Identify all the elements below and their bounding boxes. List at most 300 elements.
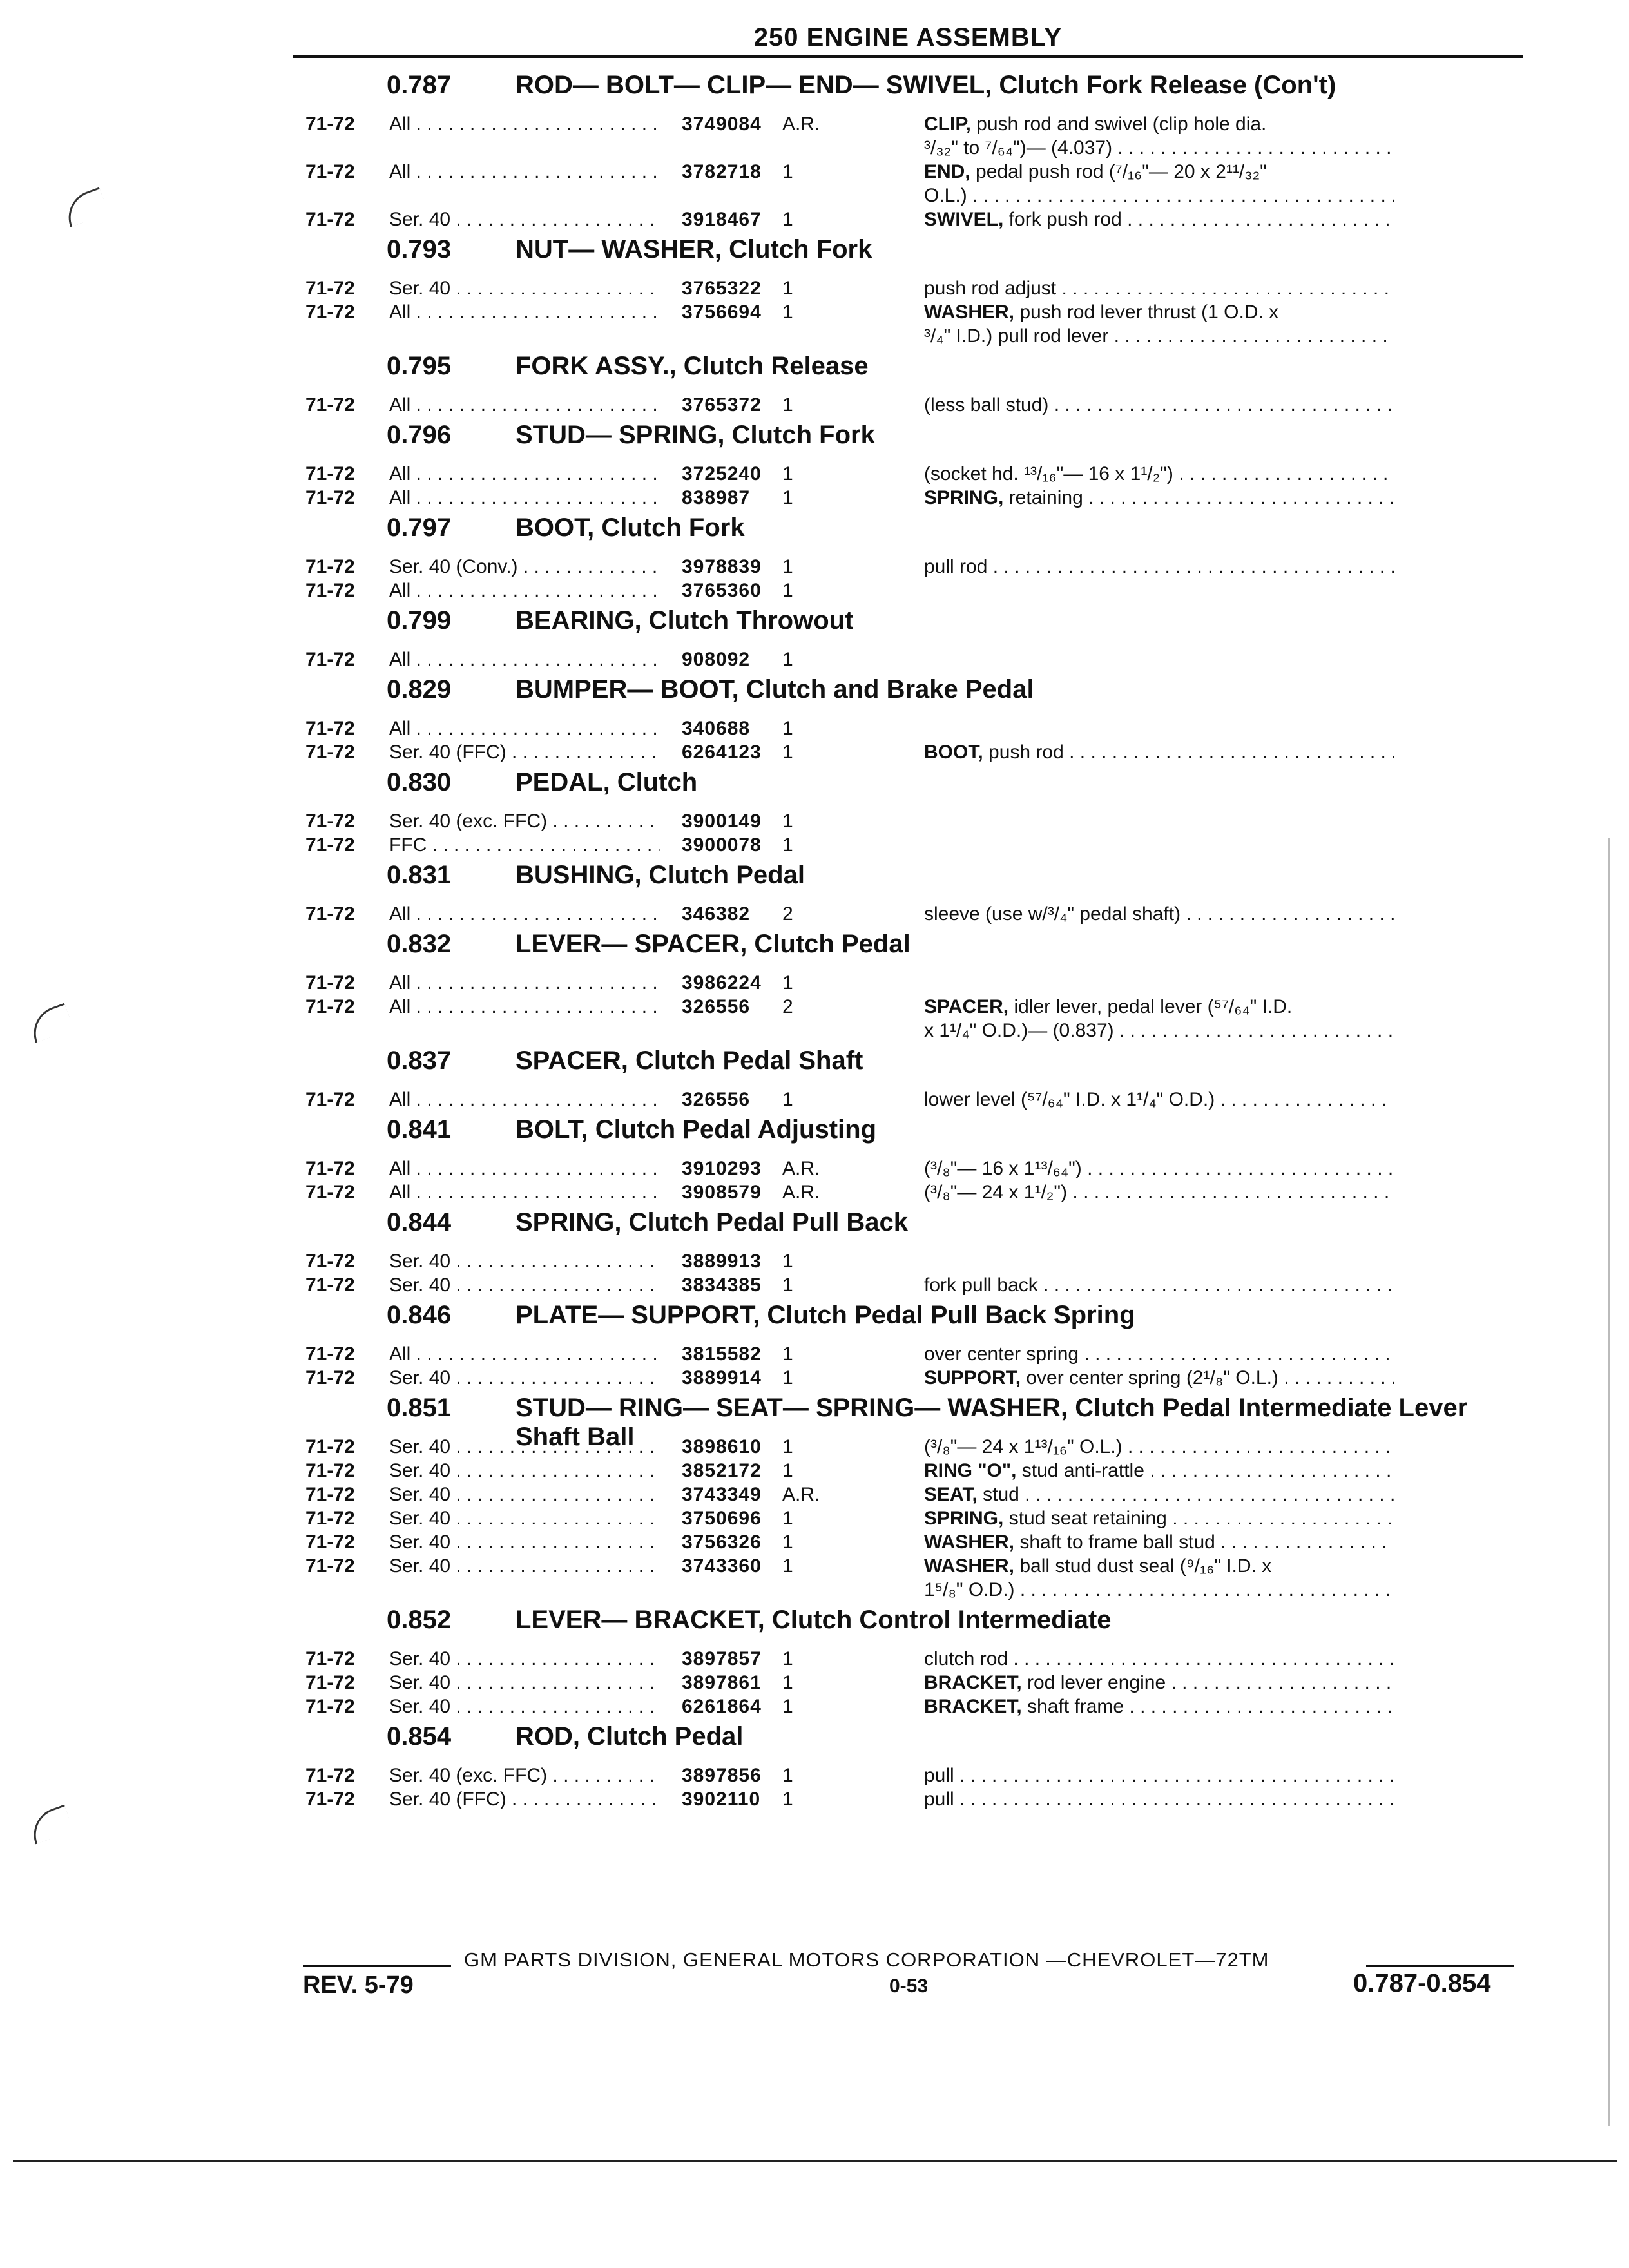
part-number: 3986224 [682, 972, 762, 994]
part-description [924, 555, 1394, 579]
group-title: PEDAL, Clutch [516, 768, 698, 796]
description-line [924, 1695, 1394, 1718]
quantity: 1 [782, 1274, 793, 1296]
quantity: 2 [782, 996, 793, 1017]
part-number: 3897861 [682, 1672, 762, 1693]
part-number: 326556 [682, 996, 751, 1017]
description-line [924, 1671, 1394, 1695]
group-title: BOOT, Clutch Fork [516, 514, 745, 542]
description-text: over center spring (2¹/₈" O.L.) [1021, 1367, 1278, 1389]
model-applicability: All . . . [389, 1342, 660, 1366]
part-row [296, 809, 1521, 833]
group-heading [296, 1301, 1521, 1342]
description-continuation: O.L.) . . . [924, 184, 1394, 207]
description-line [924, 1483, 1394, 1506]
quantity: 1 [782, 487, 793, 508]
group-number: 0.829 [387, 675, 452, 704]
quantity: 1 [782, 209, 793, 230]
part-row [296, 902, 1521, 926]
quantity: 1 [782, 278, 793, 299]
description-line [924, 207, 1394, 231]
model-applicability: Ser. 40 . . . [389, 1249, 660, 1273]
quantity: 1 [782, 1696, 793, 1717]
quantity: 1 [782, 556, 793, 577]
group-title: NUT— WASHER, Clutch Fork [516, 235, 872, 264]
description-text: ball stud dust seal (⁹/₁₆" I.D. x [1014, 1555, 1272, 1577]
part-number: 340688 [682, 718, 751, 739]
part-description [924, 1787, 1394, 1811]
part-row [296, 1088, 1521, 1111]
group-heading [296, 768, 1521, 809]
model-year: 71-72 [305, 1343, 355, 1365]
part-number: 3898610 [682, 1436, 762, 1457]
footer-corporation: GM PARTS DIVISION, GENERAL MOTORS CORPORATION —CHEVROLET—72TM [464, 1948, 1269, 1971]
quantity: A.R. [782, 1158, 820, 1179]
group-heading [296, 606, 1521, 648]
group-heading [296, 421, 1521, 462]
quantity: 1 [782, 972, 793, 994]
quantity: 1 [782, 649, 793, 670]
model-applicability: Ser. 40 (exc. FFC) . . . [389, 1763, 660, 1787]
description-keyword: SEAT, [924, 1484, 978, 1505]
quantity: A.R. [782, 113, 820, 135]
part-number: 3725240 [682, 463, 762, 485]
description-continuation: x 1¹/₄" O.D.)— (0.837) . . . [924, 1019, 1394, 1043]
part-number: 3743360 [682, 1555, 762, 1577]
part-row [296, 207, 1521, 231]
description-line [924, 300, 1394, 324]
part-description [924, 1647, 1394, 1671]
part-description [924, 1342, 1394, 1366]
model-applicability: Ser. 40 . . . [389, 1695, 660, 1718]
description-line [924, 1530, 1394, 1554]
group-title: STUD— RING— SEAT— SPRING— WASHER, Clutch Pedal Intermediate Lever Shaft Ball [516, 1394, 1468, 1451]
model-applicability: FFC . . . [389, 833, 660, 857]
model-year: 71-72 [305, 1274, 355, 1296]
model-year: 71-72 [305, 1672, 355, 1693]
part-description [924, 1366, 1394, 1390]
group-number: 0.851 [387, 1394, 452, 1422]
description-text: pull rod [924, 556, 988, 577]
group-title: FORK ASSY., Clutch Release [516, 352, 869, 380]
part-row [296, 1273, 1521, 1297]
part-row [296, 579, 1521, 602]
description-keyword: END, [924, 161, 970, 182]
group-number: 0.832 [387, 930, 452, 958]
group-heading [296, 675, 1521, 716]
group-number: 0.844 [387, 1208, 452, 1236]
model-applicability: All . . . [389, 393, 660, 417]
part-row [296, 1787, 1521, 1811]
description-text: over center spring [924, 1343, 1079, 1365]
group-title: LEVER— BRACKET, Clutch Control Intermediate [516, 1606, 1112, 1634]
quantity: 1 [782, 580, 793, 601]
model-year: 71-72 [305, 1508, 355, 1529]
model-year: 71-72 [305, 996, 355, 1017]
revision-label: REV. 5-79 [303, 1972, 414, 1999]
quantity: A.R. [782, 1182, 820, 1203]
part-row [296, 1435, 1521, 1459]
description-line [924, 1763, 1394, 1787]
description-line [924, 276, 1394, 300]
group-title: SPRING, Clutch Pedal Pull Back [516, 1208, 909, 1236]
part-description [924, 1763, 1394, 1787]
model-year: 71-72 [305, 1765, 355, 1786]
part-description [924, 160, 1394, 207]
group-heading [296, 930, 1521, 971]
page-number: 0-53 [889, 1975, 929, 1997]
group-number: 0.797 [387, 514, 452, 542]
part-group [296, 1046, 1521, 1111]
part-row [296, 112, 1521, 160]
part-row [296, 1459, 1521, 1483]
description-text: (³/₈"— 24 x 1¹/₂") [924, 1182, 1068, 1203]
model-applicability: Ser. 40 . . . [389, 1273, 660, 1297]
group-heading [296, 71, 1521, 112]
model-applicability: Ser. 40 (FFC) . . . [389, 1787, 660, 1811]
part-row [296, 486, 1521, 510]
part-number: 3834385 [682, 1274, 762, 1296]
part-description [924, 902, 1394, 926]
group-number: 0.799 [387, 606, 452, 635]
quantity: 1 [782, 811, 793, 832]
model-year: 71-72 [305, 1089, 355, 1110]
description-text: pull [924, 1765, 954, 1786]
model-applicability: Ser. 40 (FFC) . . . [389, 740, 660, 764]
part-number: 3765360 [682, 580, 762, 601]
group-range: 0.787-0.854 [1353, 1969, 1491, 1997]
model-applicability: Ser. 40 . . . [389, 1530, 660, 1554]
description-continuation: 1⁵/₈" O.D.) . . . [924, 1578, 1394, 1602]
part-number: 3897856 [682, 1765, 762, 1786]
description-text: sleeve (use w/³/₄" pedal shaft) [924, 903, 1181, 925]
quantity: 1 [782, 1367, 793, 1389]
description-continuation: ³/₄" I.D.) pull rod lever . . . [924, 324, 1394, 348]
description-text: push rod lever thrust (1 O.D. x [1014, 302, 1279, 323]
group-number: 0.796 [387, 421, 452, 449]
group-title: BUMPER— BOOT, Clutch and Brake Pedal [516, 675, 1034, 704]
group-title: LEVER— SPACER, Clutch Pedal [516, 930, 911, 958]
description-keyword: SPRING, [924, 1508, 1004, 1529]
quantity: 1 [782, 1672, 793, 1693]
group-heading [296, 1722, 1521, 1763]
part-number: 3756326 [682, 1532, 762, 1553]
part-description [924, 1506, 1394, 1530]
description-text: clutch rod [924, 1648, 1008, 1669]
part-number: 3782718 [682, 161, 762, 182]
group-number: 0.831 [387, 861, 452, 889]
model-applicability: Ser. 40 . . . [389, 1647, 660, 1671]
part-group [296, 606, 1521, 671]
part-number: 3749084 [682, 113, 762, 135]
model-year: 71-72 [305, 649, 355, 670]
model-applicability: Ser. 40 . . . [389, 1554, 660, 1578]
model-applicability: All . . . [389, 995, 660, 1019]
part-description [924, 995, 1394, 1043]
description-line [924, 393, 1394, 417]
part-row [296, 1157, 1521, 1180]
part-description [924, 393, 1394, 417]
part-description [924, 112, 1394, 160]
model-applicability: Ser. 40 . . . [389, 1366, 660, 1390]
description-line [924, 555, 1394, 579]
description-keyword: SWIVEL, [924, 209, 1004, 230]
part-description [924, 1180, 1394, 1204]
group-title: BEARING, Clutch Throwout [516, 606, 854, 635]
description-keyword: WASHER, [924, 302, 1015, 323]
part-number: 6264123 [682, 742, 762, 763]
part-row [296, 276, 1521, 300]
model-year: 71-72 [305, 1648, 355, 1669]
group-heading [296, 514, 1521, 555]
group-heading [296, 1046, 1521, 1088]
part-description [924, 1554, 1394, 1602]
part-number: 3765322 [682, 278, 762, 299]
part-group [296, 514, 1521, 602]
model-applicability: All . . . [389, 160, 660, 184]
part-number: 838987 [682, 487, 751, 508]
part-row [296, 1342, 1521, 1366]
model-year: 71-72 [305, 1696, 355, 1717]
model-applicability: All . . . [389, 902, 660, 926]
quantity: 1 [782, 1343, 793, 1365]
group-title: SPACER, Clutch Pedal Shaft [516, 1046, 863, 1075]
page-title: 250 ENGINE ASSEMBLY [753, 23, 1063, 52]
part-number: 3852172 [682, 1460, 762, 1481]
description-line [924, 1273, 1394, 1297]
part-group [296, 1115, 1521, 1204]
description-line [924, 462, 1394, 486]
quantity: 1 [782, 463, 793, 485]
footer-bar [303, 1948, 1514, 1974]
description-text: fork push rod [1003, 209, 1122, 230]
part-row [296, 1554, 1521, 1602]
part-group [296, 1606, 1521, 1718]
group-heading [296, 861, 1521, 902]
part-description [924, 1157, 1394, 1180]
model-applicability: All . . . [389, 486, 660, 510]
description-text: idler lever, pedal lever (⁵⁷/₆₄" I.D. [1008, 996, 1293, 1017]
model-year: 71-72 [305, 972, 355, 994]
part-description [924, 1483, 1394, 1506]
model-year: 71-72 [305, 1484, 355, 1505]
group-number: 0.837 [387, 1046, 452, 1075]
group-title: PLATE— SUPPORT, Clutch Pedal Pull Back Spring [516, 1301, 1135, 1329]
quantity: A.R. [782, 1484, 820, 1505]
part-row [296, 971, 1521, 995]
quantity: 1 [782, 161, 793, 182]
part-row [296, 1763, 1521, 1787]
description-line [924, 1647, 1394, 1671]
description-text: push rod and swivel (clip hole dia. [970, 113, 1267, 135]
model-year: 71-72 [305, 834, 355, 856]
model-year: 71-72 [305, 1251, 355, 1272]
model-applicability: All . . . [389, 1088, 660, 1111]
model-applicability: All . . . [389, 112, 660, 136]
group-title: STUD— SPRING, Clutch Fork [516, 421, 875, 449]
description-line [924, 1342, 1394, 1366]
footer-rule-right [1366, 1965, 1514, 1967]
quantity: 1 [782, 1436, 793, 1457]
model-applicability: Ser. 40 . . . [389, 207, 660, 231]
model-year: 71-72 [305, 811, 355, 832]
description-line [924, 1435, 1394, 1459]
model-year: 71-72 [305, 1158, 355, 1179]
part-row [296, 1506, 1521, 1530]
model-year: 71-72 [305, 1789, 355, 1810]
part-row [296, 1671, 1521, 1695]
model-year: 71-72 [305, 487, 355, 508]
description-keyword: SUPPORT, [924, 1367, 1021, 1389]
part-description [924, 1435, 1394, 1459]
description-keyword: CLIP, [924, 113, 971, 135]
part-description [924, 1088, 1394, 1111]
part-number: 3897857 [682, 1648, 762, 1669]
model-year: 71-72 [305, 302, 355, 323]
part-description [924, 1671, 1394, 1695]
part-description [924, 207, 1394, 231]
quantity: 1 [782, 1508, 793, 1529]
description-text: retaining [1003, 487, 1083, 508]
model-applicability: Ser. 40 . . . [389, 1483, 660, 1506]
part-description [924, 462, 1394, 486]
part-number: 3889913 [682, 1251, 762, 1272]
model-year: 71-72 [305, 580, 355, 601]
model-year: 71-72 [305, 1555, 355, 1577]
description-keyword: SPRING, [924, 487, 1004, 508]
part-group [296, 1394, 1521, 1602]
description-line [924, 1180, 1394, 1204]
description-text: (less ball stud) [924, 394, 1049, 416]
part-row [296, 462, 1521, 486]
part-number: 3900149 [682, 811, 762, 832]
part-description [924, 1695, 1394, 1718]
description-text: pull [924, 1789, 954, 1810]
model-year: 71-72 [305, 209, 355, 230]
group-number: 0.787 [387, 71, 452, 99]
model-applicability: Ser. 40 . . . [389, 1435, 660, 1459]
model-year: 71-72 [305, 1436, 355, 1457]
group-title: ROD, Clutch Pedal [516, 1722, 744, 1751]
description-line [924, 486, 1394, 510]
model-applicability: All . . . [389, 648, 660, 671]
part-group [296, 421, 1521, 510]
description-continuation: ³/₃₂" to ⁷/₆₄")— (4.037) . . . [924, 136, 1394, 160]
model-year: 71-72 [305, 556, 355, 577]
description-text: shaft frame [1021, 1696, 1124, 1717]
description-keyword: BOOT, [924, 742, 983, 763]
page-header [293, 23, 1523, 58]
model-year: 71-72 [305, 1182, 355, 1203]
part-row [296, 393, 1521, 417]
quantity: 1 [782, 1251, 793, 1272]
group-title: BOLT, Clutch Pedal Adjusting [516, 1115, 876, 1144]
description-keyword: WASHER, [924, 1532, 1015, 1553]
model-applicability: Ser. 40 . . . [389, 1459, 660, 1483]
description-line [924, 995, 1394, 1019]
part-row [296, 995, 1521, 1043]
model-applicability: Ser. 40 . . . [389, 276, 660, 300]
punch-mark [26, 1003, 74, 1043]
model-applicability: All . . . [389, 300, 660, 324]
description-text: stud [977, 1484, 1019, 1505]
part-row [296, 833, 1521, 857]
part-description [924, 1530, 1394, 1554]
part-group [296, 768, 1521, 857]
model-year: 71-72 [305, 903, 355, 925]
description-line [924, 1366, 1394, 1390]
part-number: 3910293 [682, 1158, 762, 1179]
group-number: 0.854 [387, 1722, 452, 1751]
punch-mark [26, 1805, 74, 1845]
group-number: 0.841 [387, 1115, 452, 1144]
group-heading [296, 1208, 1521, 1249]
scan-edge-line [1608, 838, 1610, 2126]
description-line [924, 160, 1394, 184]
group-number: 0.846 [387, 1301, 452, 1329]
part-number: 908092 [682, 649, 751, 670]
part-description [924, 740, 1394, 764]
part-number: 3918467 [682, 209, 762, 230]
part-group [296, 1208, 1521, 1297]
bottom-rule [13, 2160, 1617, 2162]
part-number: 6261864 [682, 1696, 762, 1717]
part-description [924, 486, 1394, 510]
quantity: 1 [782, 394, 793, 416]
part-row [296, 1695, 1521, 1718]
model-applicability: Ser. 40 . . . [389, 1506, 660, 1530]
group-title: BUSHING, Clutch Pedal [516, 861, 805, 889]
model-year: 71-72 [305, 1367, 355, 1389]
group-heading [296, 235, 1521, 276]
group-heading [296, 352, 1521, 393]
model-applicability: Ser. 40 (Conv.) . . . [389, 555, 660, 579]
description-line [924, 1088, 1394, 1111]
model-applicability: All . . . [389, 971, 660, 995]
model-year: 71-72 [305, 113, 355, 135]
part-number: 3902110 [682, 1789, 761, 1810]
part-description [924, 1273, 1394, 1297]
group-heading [296, 1606, 1521, 1647]
description-text: shaft to frame ball stud [1014, 1532, 1215, 1553]
model-year: 71-72 [305, 278, 355, 299]
model-applicability: All . . . [389, 579, 660, 602]
description-text: push rod adjust [924, 278, 1057, 299]
model-year: 71-72 [305, 394, 355, 416]
description-keyword: BRACKET, [924, 1672, 1022, 1693]
part-group [296, 71, 1521, 231]
quantity: 1 [782, 718, 793, 739]
description-keyword: SPACER, [924, 996, 1009, 1017]
description-text: stud anti-rattle [1016, 1460, 1144, 1481]
quantity: 1 [782, 1532, 793, 1553]
part-number: 326556 [682, 1089, 751, 1110]
model-applicability: All . . . [389, 1180, 660, 1204]
model-applicability: Ser. 40 (exc. FFC) . . . [389, 809, 660, 833]
parts-catalog [296, 71, 1521, 1815]
description-text: push rod [983, 742, 1064, 763]
description-text: lower level (⁵⁷/₆₄" I.D. x 1¹/₄" O.D.) [924, 1089, 1215, 1110]
group-number: 0.795 [387, 352, 452, 380]
model-year: 71-72 [305, 1460, 355, 1481]
part-row [296, 555, 1521, 579]
description-text: fork pull back [924, 1274, 1038, 1296]
group-number: 0.830 [387, 768, 452, 796]
group-title: ROD— BOLT— CLIP— END— SWIVEL, Clutch Fork Release (Con't) [516, 71, 1336, 99]
description-line [924, 1787, 1394, 1811]
description-keyword: WASHER, [924, 1555, 1015, 1577]
part-group [296, 930, 1521, 1043]
